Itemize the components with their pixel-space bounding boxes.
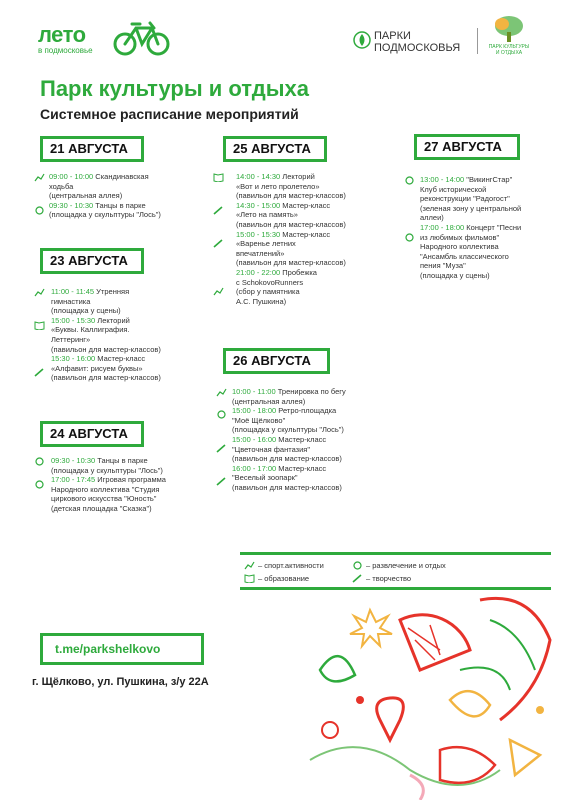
- event-text: аллеи): [420, 213, 444, 223]
- event-text: Игровая программа: [95, 475, 166, 485]
- event-line: [51, 485, 166, 495]
- legend-sport: – спорт.активности: [258, 561, 324, 570]
- event-line: [232, 416, 346, 426]
- entertainment-icon: [352, 561, 363, 570]
- event-line: [51, 316, 161, 326]
- day-25-header: 25 АВГУСТА: [223, 136, 327, 162]
- sport-icon: [213, 287, 224, 296]
- event-text: (центральная аллея): [232, 396, 306, 406]
- event-text: (павильон для мастер-классов): [236, 219, 346, 229]
- sport-icon: [216, 388, 227, 397]
- event-line: [420, 242, 521, 252]
- entertainment-icon: [34, 457, 45, 466]
- event-line: [232, 435, 346, 445]
- event-text: «Вот и лето пролетело»: [236, 181, 320, 191]
- event-text: (сбор у памятника: [236, 287, 300, 297]
- event-text: «Алфавит: рисуем буквы»: [51, 363, 143, 373]
- event-line: [236, 287, 346, 297]
- event-text: из любимых фильмов": [420, 232, 500, 242]
- event-time: 14:30 - 15:00: [236, 200, 281, 210]
- event-text: (павильон для мастер-классов): [51, 344, 161, 354]
- event-line: [420, 204, 521, 214]
- event-time: 17:00 - 17:45: [51, 475, 96, 485]
- event-text: ходьба: [49, 181, 74, 191]
- event-text: "Моё Щёлково": [232, 415, 286, 425]
- entertainment-icon: [404, 233, 415, 242]
- event-line: [420, 223, 521, 233]
- event-line: [420, 233, 521, 243]
- event-line: [51, 456, 166, 466]
- sport-icon: [34, 173, 45, 182]
- event-time: 15:00 - 15:30: [236, 229, 281, 239]
- event-text: (площадка у сцены): [420, 270, 490, 280]
- bicycle-icon: [112, 20, 172, 56]
- watermelon-icon: [400, 615, 470, 670]
- event-line: [236, 172, 346, 182]
- event-text: "Веселый зоопарк": [232, 473, 298, 483]
- event-text: «Варенье летних: [236, 239, 296, 249]
- creativity-icon: [216, 444, 227, 453]
- day-27-header: 27 АВГУСТА: [414, 134, 520, 160]
- event-line: [51, 306, 161, 316]
- event-line: [420, 261, 521, 271]
- event-time: 10:00 - 11:00: [232, 387, 276, 396]
- event-line: [49, 172, 161, 182]
- event-text: «Лето на память»: [236, 210, 298, 220]
- event-text: Ретро-площадка: [276, 406, 337, 416]
- event-line: [236, 268, 346, 278]
- event-text: Народного коллектива "Студия: [51, 484, 160, 494]
- event-text: "Цветочная фантазия": [232, 444, 311, 454]
- event-time: 15:00 - 16:00: [232, 434, 277, 444]
- event-line: [49, 191, 161, 201]
- event-line: [232, 464, 346, 474]
- event-text: Пробежка: [280, 267, 317, 277]
- day-24-events: [51, 456, 166, 514]
- event-line: [236, 191, 346, 201]
- event-text: Концерт "Песни: [464, 222, 522, 232]
- event-text: (павильон для мастер-классов): [232, 454, 342, 464]
- park-logo-caption: [481, 44, 537, 56]
- parks-logo: [374, 30, 460, 54]
- creativity-icon: [34, 368, 45, 377]
- event-text: Лекторий: [280, 172, 315, 181]
- event-line: [420, 271, 521, 281]
- event-text: Танцы в парке: [93, 200, 146, 210]
- event-line: [232, 406, 346, 416]
- event-time: 21:00 - 22:00: [236, 267, 281, 277]
- event-time: 14:00 - 14:30: [236, 172, 281, 181]
- park-logo-line2: И ОТДЫХА: [495, 50, 523, 56]
- day-25-events: [236, 172, 346, 306]
- event-text: (площадка у сцены): [51, 306, 121, 316]
- event-line: [51, 287, 161, 297]
- legend-creativity: – творчество: [366, 574, 412, 583]
- decorative-illustration: [300, 580, 566, 800]
- event-line: [51, 354, 161, 364]
- event-text: гимнастика: [51, 296, 91, 306]
- event-text: циркового искусства "Юность": [51, 494, 157, 504]
- event-text: (павильон для мастер-классов): [236, 258, 346, 268]
- event-text: Клуб исторической: [420, 184, 487, 194]
- day-21-events: [49, 172, 161, 220]
- parks-leaf-icon: [352, 30, 372, 50]
- event-line: [51, 345, 161, 355]
- event-text: Утренняя: [94, 287, 130, 296]
- address: г. Щёлково, ул. Пушкина, з/у 22А: [32, 676, 209, 688]
- day-26-header: 26 АВГУСТА: [223, 348, 330, 374]
- event-line: [49, 182, 161, 192]
- event-line: [420, 175, 521, 185]
- event-text: (павильон для мастер-классов): [51, 373, 161, 383]
- event-line: [420, 252, 521, 262]
- event-line: [236, 230, 346, 240]
- creativity-icon: [216, 477, 227, 486]
- event-text: (площадка у скульптуры "Лось"): [51, 465, 163, 475]
- event-time: 13:00 - 14:00: [420, 175, 465, 184]
- page-subtitle: Системное расписание мероприятий: [40, 106, 299, 122]
- event-line: [420, 194, 521, 204]
- event-line: [236, 182, 346, 192]
- event-text: Мастер-класс: [276, 463, 327, 473]
- event-line: [51, 373, 161, 383]
- day-24-header: 24 АВГУСТА: [40, 421, 144, 447]
- event-line: [420, 185, 521, 195]
- event-text: А.С. Пушкина): [236, 296, 287, 306]
- legend-education: – образование: [258, 574, 310, 583]
- event-text: «Буквы. Каллиграфия.: [51, 325, 130, 335]
- event-text: пения "Муза": [420, 261, 466, 271]
- event-line: [51, 325, 161, 335]
- event-line: [232, 473, 346, 483]
- event-text: (зеленая зону у центральной: [420, 203, 522, 213]
- star-icon: [350, 610, 392, 646]
- heart-icon: [377, 698, 404, 740]
- event-line: [236, 210, 346, 220]
- event-line: [420, 213, 521, 223]
- event-line: [51, 494, 166, 504]
- event-line: [51, 466, 166, 476]
- event-line: [236, 201, 346, 211]
- event-line: [232, 387, 346, 397]
- event-text: Леттеринг»: [51, 334, 91, 344]
- entertainment-icon: [216, 410, 227, 419]
- event-line: [51, 364, 161, 374]
- event-time: 09:30 - 10:30: [51, 456, 96, 465]
- event-text: Народного коллектива: [420, 242, 499, 252]
- event-text: (центральная аллея): [49, 191, 123, 201]
- education-icon: [213, 173, 224, 182]
- event-line: [49, 210, 161, 220]
- leaf-icon: [320, 656, 355, 681]
- education-icon: [34, 321, 45, 330]
- header-divider: [477, 28, 478, 54]
- legend-entertainment: – развлечение и отдых: [366, 561, 446, 570]
- creativity-icon: [213, 206, 224, 215]
- day-21-header: 21 АВГУСТА: [40, 136, 144, 162]
- event-line: [232, 425, 346, 435]
- day-23-events: [51, 287, 161, 383]
- event-line: [51, 504, 166, 514]
- event-text: Мастер-класс: [280, 229, 331, 239]
- creativity-icon: [213, 239, 224, 248]
- day-27-events: [420, 175, 521, 281]
- event-time: 15:00 - 18:00: [232, 406, 277, 416]
- day-26-events: [232, 387, 346, 493]
- event-text: с SchokovoRunners: [236, 277, 304, 287]
- event-line: [236, 297, 346, 307]
- event-line: [232, 483, 346, 493]
- event-time: 15:00 - 15:30: [51, 315, 96, 325]
- telegram-link[interactable]: t.me/parkshelkovo: [40, 633, 204, 665]
- event-text: Танцы в парке: [95, 456, 148, 465]
- event-line: [51, 297, 161, 307]
- event-line: [232, 454, 346, 464]
- event-line: [236, 249, 346, 259]
- event-text: Тренировка по бегу: [275, 387, 346, 396]
- event-text: Лекторий: [95, 315, 130, 325]
- event-text: "Ансамбль классического: [420, 251, 509, 261]
- event-text: Мастер-класс: [280, 200, 331, 210]
- event-line: [49, 201, 161, 211]
- event-text: (павильон для мастер-классов): [232, 482, 342, 492]
- entertainment-icon: [34, 480, 45, 489]
- event-text: (площадка у скульптуры "Лось"): [232, 425, 344, 435]
- event-line: [236, 239, 346, 249]
- event-line: [51, 335, 161, 345]
- event-time: 11:00 - 11:45: [51, 287, 95, 296]
- event-time: 09:30 - 10:30: [49, 200, 94, 210]
- summer-logo-text: лето: [38, 22, 86, 47]
- event-line: [232, 445, 346, 455]
- event-time: 15:30 - 16:00: [51, 354, 96, 364]
- page-title: Парк культуры и отдыха: [40, 76, 309, 101]
- event-text: "ВикингСтар": [464, 175, 513, 184]
- event-text: Мастер-класс: [276, 434, 327, 444]
- parks-logo-line2: ПОДМОСКОВЬЯ: [374, 42, 461, 54]
- event-text: (детская площадка "Сказка"): [51, 503, 152, 513]
- summer-logo-subtext: в подмосковье: [38, 46, 93, 55]
- event-line: [236, 258, 346, 268]
- event-time: 16:00 - 17:00: [232, 463, 277, 473]
- event-line: [232, 397, 346, 407]
- sport-icon: [34, 288, 45, 297]
- entertainment-icon: [34, 206, 45, 215]
- event-text: впечатлений»: [236, 248, 285, 258]
- event-time: 09:00 - 10:00: [49, 172, 94, 181]
- entertainment-icon: [404, 176, 415, 185]
- park-logo-line1: ПАРК КУЛЬТУРЫ: [488, 44, 530, 50]
- event-text: реконструкции "Радогост": [420, 194, 510, 204]
- event-text: Скандинавская: [93, 172, 149, 181]
- event-line: [236, 278, 346, 288]
- event-text: (площадка у скульптуры "Лось"): [49, 210, 161, 220]
- event-line: [236, 220, 346, 230]
- event-text: (павильон для мастер-классов): [236, 191, 346, 201]
- day-23-header: 23 АВГУСТА: [40, 248, 144, 274]
- parks-logo-line1: ПАРКИ: [374, 30, 411, 42]
- event-text: Мастер-класс: [95, 354, 146, 364]
- education-icon: [244, 574, 255, 583]
- event-time: 17:00 - 18:00: [420, 222, 465, 232]
- event-line: [51, 475, 166, 485]
- sport-icon: [244, 561, 255, 570]
